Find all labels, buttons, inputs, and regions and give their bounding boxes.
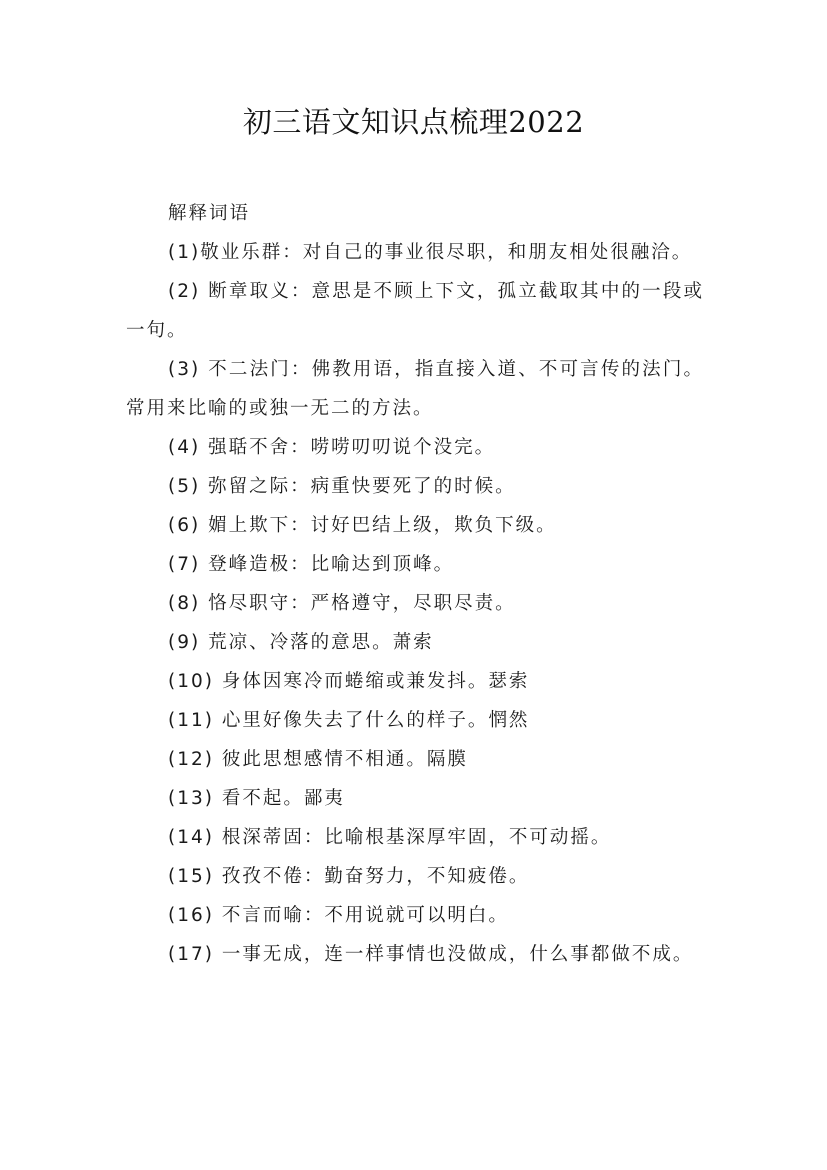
definition-item: (11) 心里好像失去了什么的样子。惘然 <box>168 710 530 731</box>
definition-item: (5) 弥留之际：病重快要死了的时候。 <box>168 476 516 497</box>
definition-item: (14) 根深蒂固：比喻根基深厚牢固，不可动摇。 <box>168 827 612 848</box>
document-body <box>126 194 704 974</box>
definition-item: (4) 强聒不舍：唠唠叨叨说个没完。 <box>168 437 496 458</box>
definition-item: (13) 看不起。鄙夷 <box>168 788 345 809</box>
definition-item: (10) 身体因寒冷而蜷缩或兼发抖。瑟索 <box>168 671 530 692</box>
definition-item: (17) 一事无成，连一样事情也没做成，什么事都做不成。 <box>168 944 694 965</box>
definition-item: (9) 荒凉、冷落的意思。萧索 <box>168 632 434 653</box>
document-title: 初三语文知识点梳理2022 <box>242 105 585 139</box>
definition-item: (3) 不二法门：佛教用语，指直接入道、不可言传的法门。常用来比喻的或独一无二的方法。 <box>126 359 704 419</box>
definition-item: (1)敬业乐群：对自己的事业很尽职，和朋友相处很融洽。 <box>168 242 693 263</box>
definition-item: (16) 不言而喻：不用说就可以明白。 <box>168 905 509 926</box>
definition-item: (12) 彼此思想感情不相通。隔膜 <box>168 749 468 770</box>
definition-item: (6) 媚上欺下：讨好巴结上级，欺负下级。 <box>168 515 557 536</box>
definition-item: (7) 登峰造极：比喻达到顶峰。 <box>168 554 455 575</box>
definition-item: (2) 断章取义：意思是不顾上下文，孤立截取其中的一段或一句。 <box>126 281 704 341</box>
definition-item: (8) 恪尽职守：严格遵守，尽职尽责。 <box>168 593 516 614</box>
definition-item: (15) 孜孜不倦：勤奋努力，不知疲倦。 <box>168 866 530 887</box>
section-heading: 解释词语 <box>168 203 251 224</box>
